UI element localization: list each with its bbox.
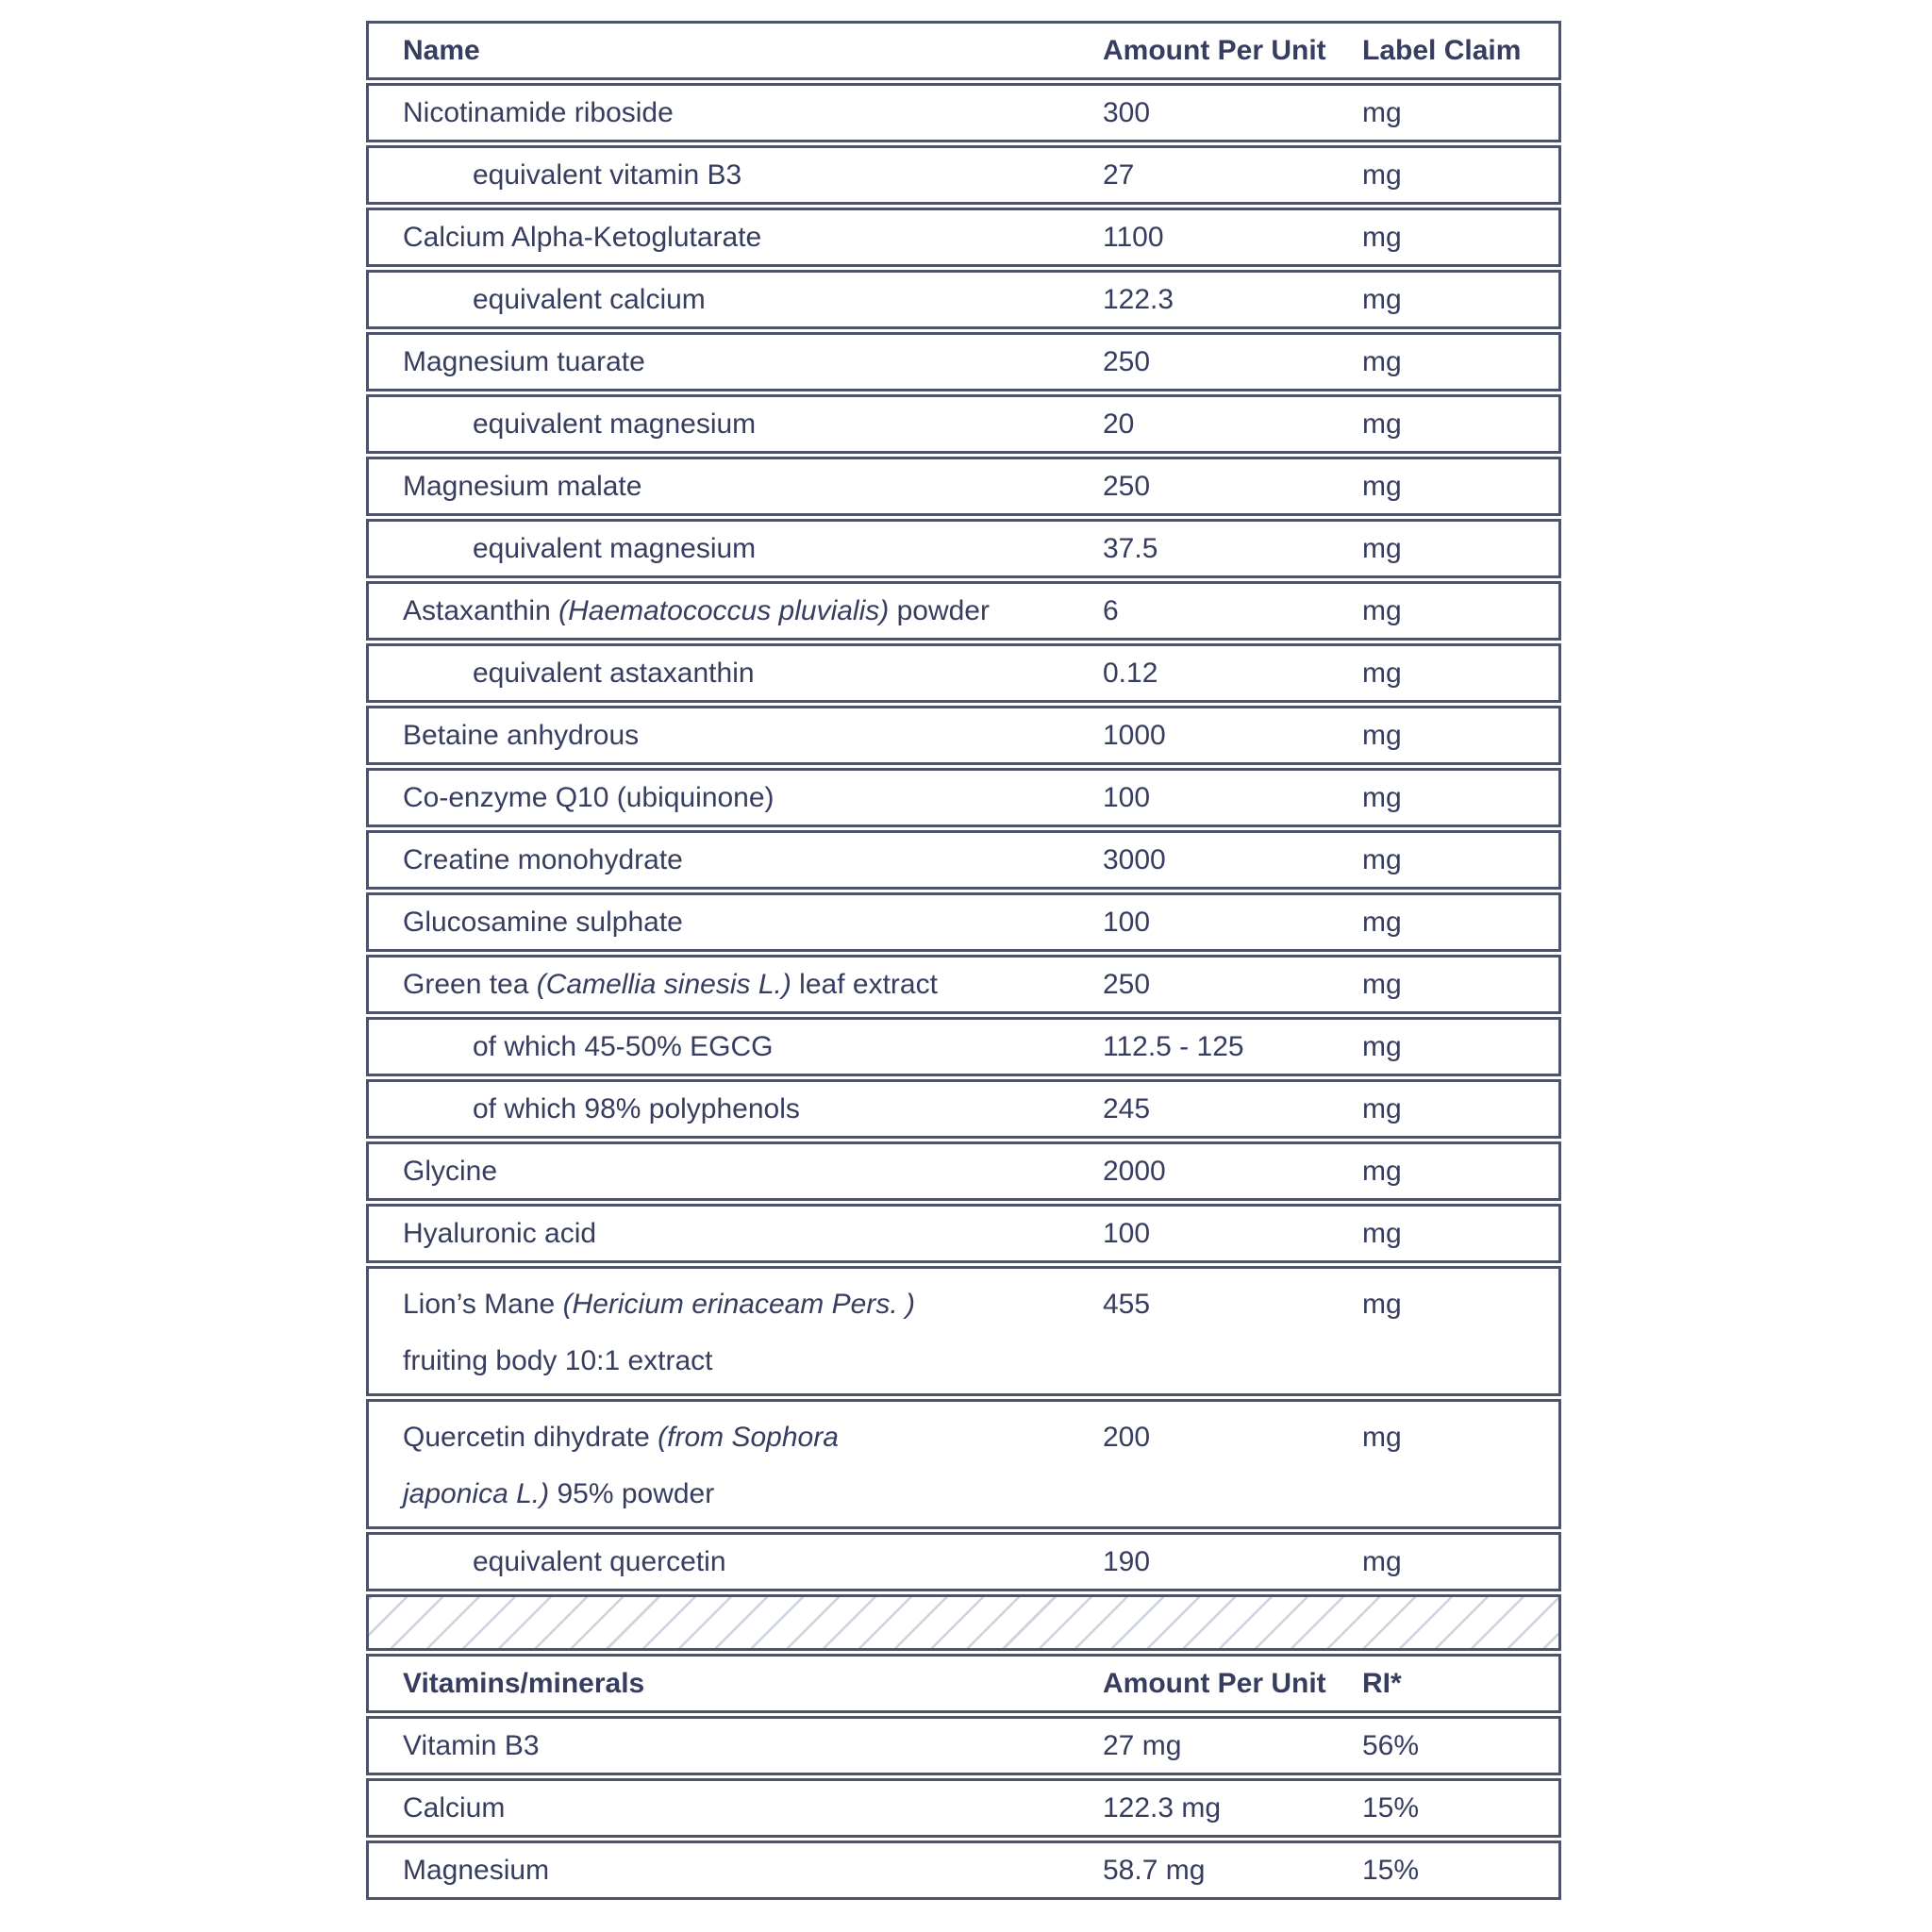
ingredient-name-cell: equivalent magnesium bbox=[473, 533, 757, 564]
table-row bbox=[366, 1399, 1561, 1529]
label-claim-cell: mg bbox=[1362, 844, 1402, 875]
ingredient-name-cell: equivalent quercetin bbox=[473, 1546, 726, 1577]
header-vitamins-minerals: Vitamins/minerals bbox=[403, 1668, 645, 1699]
label-claim-cell: mg bbox=[1362, 1156, 1402, 1187]
label-claim-cell: mg bbox=[1362, 222, 1402, 253]
amount-per-unit-cell: 37.5 bbox=[1103, 533, 1158, 564]
table-row bbox=[366, 270, 1561, 329]
amount-per-unit-cell: 455 bbox=[1103, 1289, 1151, 1320]
amount-per-unit-cell: 6 bbox=[1103, 595, 1119, 626]
ingredient-name-cell: Glucosamine sulphate bbox=[403, 907, 683, 938]
table-row bbox=[366, 332, 1561, 391]
label-claim-cell: mg bbox=[1362, 907, 1402, 938]
table-row bbox=[366, 706, 1561, 765]
ingredient-name-cell: Glycine bbox=[403, 1156, 498, 1187]
amount-per-unit-cell: 200 bbox=[1103, 1422, 1151, 1453]
amount-per-unit-cell: 1100 bbox=[1103, 222, 1164, 253]
ingredient-name-cell: Magnesium malate bbox=[403, 471, 642, 502]
ingredient-name-cell: Green tea (Camellia sinesis L.) leaf extract bbox=[403, 969, 938, 1000]
header-amount-per-unit: Amount Per Unit bbox=[1103, 35, 1326, 66]
header-label-claim: Label Claim bbox=[1362, 35, 1522, 66]
ingredient-name-cell: Creatine monohydrate bbox=[403, 844, 683, 875]
table-row bbox=[366, 1532, 1561, 1591]
label-claim-cell: mg bbox=[1362, 284, 1402, 315]
amount-per-unit-cell: 122.3 mg bbox=[1103, 1792, 1222, 1824]
table-row bbox=[366, 457, 1561, 516]
amount-per-unit-cell: 112.5 - 125 bbox=[1103, 1031, 1244, 1062]
amount-per-unit-cell: 122.3 bbox=[1103, 284, 1174, 315]
label-claim-cell: mg bbox=[1362, 346, 1402, 377]
table-row bbox=[366, 955, 1561, 1014]
amount-per-unit-cell: 3000 bbox=[1103, 844, 1166, 875]
table-row bbox=[366, 1840, 1561, 1900]
label-claim-cell: mg bbox=[1362, 658, 1402, 689]
label-claim-cell: 15% bbox=[1362, 1855, 1420, 1886]
amount-per-unit-cell: 2000 bbox=[1103, 1156, 1166, 1187]
ingredient-name-cell: Calcium bbox=[403, 1792, 506, 1824]
table-row bbox=[366, 1141, 1561, 1201]
ingredient-name-cell: equivalent magnesium bbox=[473, 408, 757, 440]
amount-per-unit-cell: 0.12 bbox=[1103, 658, 1158, 689]
table-row bbox=[366, 394, 1561, 454]
ingredient-name-cell: Vitamin B3 bbox=[403, 1730, 540, 1761]
amount-per-unit-cell: 300 bbox=[1103, 97, 1151, 128]
table-row bbox=[366, 1017, 1561, 1076]
label-claim-cell: mg bbox=[1362, 1031, 1402, 1062]
ingredient-name-cell: Magnesium bbox=[403, 1855, 550, 1886]
table-row bbox=[366, 1204, 1561, 1263]
label-claim-cell: mg bbox=[1362, 969, 1402, 1000]
ingredient-name-cell: Betaine anhydrous bbox=[403, 720, 640, 751]
amount-per-unit-cell: 1000 bbox=[1103, 720, 1166, 751]
table-row bbox=[366, 1266, 1561, 1396]
ingredient-name-cell: Nicotinamide riboside bbox=[403, 97, 674, 128]
table-row bbox=[366, 768, 1561, 827]
ingredient-name-cell: Co-enzyme Q10 (ubiquinone) bbox=[403, 782, 774, 813]
table-row bbox=[366, 83, 1561, 142]
label-claim-cell: mg bbox=[1362, 159, 1402, 191]
ingredient-name-cell: Magnesium tuarate bbox=[403, 346, 645, 377]
amount-per-unit-cell: 250 bbox=[1103, 346, 1151, 377]
label-claim-cell: 15% bbox=[1362, 1792, 1420, 1824]
label-claim-cell: mg bbox=[1362, 1546, 1402, 1577]
ingredient-name-cell: Quercetin dihydrate (from Sophora japonica L.) 95% powder bbox=[403, 1422, 839, 1509]
supplement-facts-table bbox=[366, 21, 1561, 1900]
label-claim-cell: mg bbox=[1362, 408, 1402, 440]
table-row bbox=[366, 892, 1561, 952]
ingredient-name-cell: equivalent vitamin B3 bbox=[473, 159, 742, 191]
ingredient-name-cell: Hyaluronic acid bbox=[403, 1218, 597, 1249]
table-row bbox=[366, 519, 1561, 578]
ingredient-name-cell: Lion’s Mane (Hericium erinaceam Pers. ) fruiting body 10:1 extract bbox=[403, 1289, 915, 1376]
amount-per-unit-cell: 58.7 mg bbox=[1103, 1855, 1206, 1886]
amount-per-unit-cell: 100 bbox=[1103, 907, 1151, 938]
header-name: Name bbox=[403, 35, 480, 66]
amount-per-unit-cell: 245 bbox=[1103, 1093, 1151, 1124]
amount-per-unit-cell: 27 bbox=[1103, 159, 1135, 191]
main-header-row bbox=[366, 21, 1561, 80]
amount-per-unit-cell: 250 bbox=[1103, 969, 1151, 1000]
amount-per-unit-cell: 100 bbox=[1103, 782, 1151, 813]
label-claim-cell: mg bbox=[1362, 1422, 1402, 1453]
ingredient-name-cell: Calcium Alpha-Ketoglutarate bbox=[403, 222, 762, 253]
main-rows bbox=[366, 83, 1561, 1591]
label-claim-cell: mg bbox=[1362, 471, 1402, 502]
label-claim-cell: mg bbox=[1362, 1093, 1402, 1124]
table-row bbox=[366, 581, 1561, 641]
amount-per-unit-cell: 100 bbox=[1103, 1218, 1151, 1249]
ingredient-name-cell: of which 45-50% EGCG bbox=[473, 1031, 774, 1062]
vitamins-header-row bbox=[366, 1654, 1561, 1713]
table-row bbox=[366, 643, 1561, 703]
table-row bbox=[366, 145, 1561, 205]
label-claim-cell: 56% bbox=[1362, 1730, 1420, 1761]
table-row bbox=[366, 1778, 1561, 1838]
table-row bbox=[366, 208, 1561, 267]
label-claim-cell: mg bbox=[1362, 782, 1402, 813]
header-vitamins-amount-per-unit: Amount Per Unit bbox=[1103, 1668, 1326, 1699]
header-ri: RI* bbox=[1362, 1668, 1402, 1699]
ingredient-name-cell: equivalent calcium bbox=[473, 284, 706, 315]
label-claim-cell: mg bbox=[1362, 533, 1402, 564]
ingredient-name-cell: equivalent astaxanthin bbox=[473, 658, 755, 689]
ingredient-name-cell: Astaxanthin (Haematococcus pluvialis) powder bbox=[403, 595, 990, 626]
label-claim-cell: mg bbox=[1362, 720, 1402, 751]
amount-per-unit-cell: 20 bbox=[1103, 408, 1135, 440]
label-claim-cell: mg bbox=[1362, 1218, 1402, 1249]
table-row bbox=[366, 1716, 1561, 1775]
label-claim-cell: mg bbox=[1362, 595, 1402, 626]
label-claim-cell: mg bbox=[1362, 97, 1402, 128]
table-row bbox=[366, 1079, 1561, 1139]
amount-per-unit-cell: 250 bbox=[1103, 471, 1151, 502]
table-row bbox=[366, 830, 1561, 890]
ingredient-name-cell: of which 98% polyphenols bbox=[473, 1093, 800, 1124]
amount-per-unit-cell: 27 mg bbox=[1103, 1730, 1182, 1761]
label-claim-cell: mg bbox=[1362, 1289, 1402, 1320]
vitamin-rows bbox=[366, 1716, 1561, 1900]
hatched-divider-row bbox=[366, 1594, 1561, 1651]
amount-per-unit-cell: 190 bbox=[1103, 1546, 1151, 1577]
